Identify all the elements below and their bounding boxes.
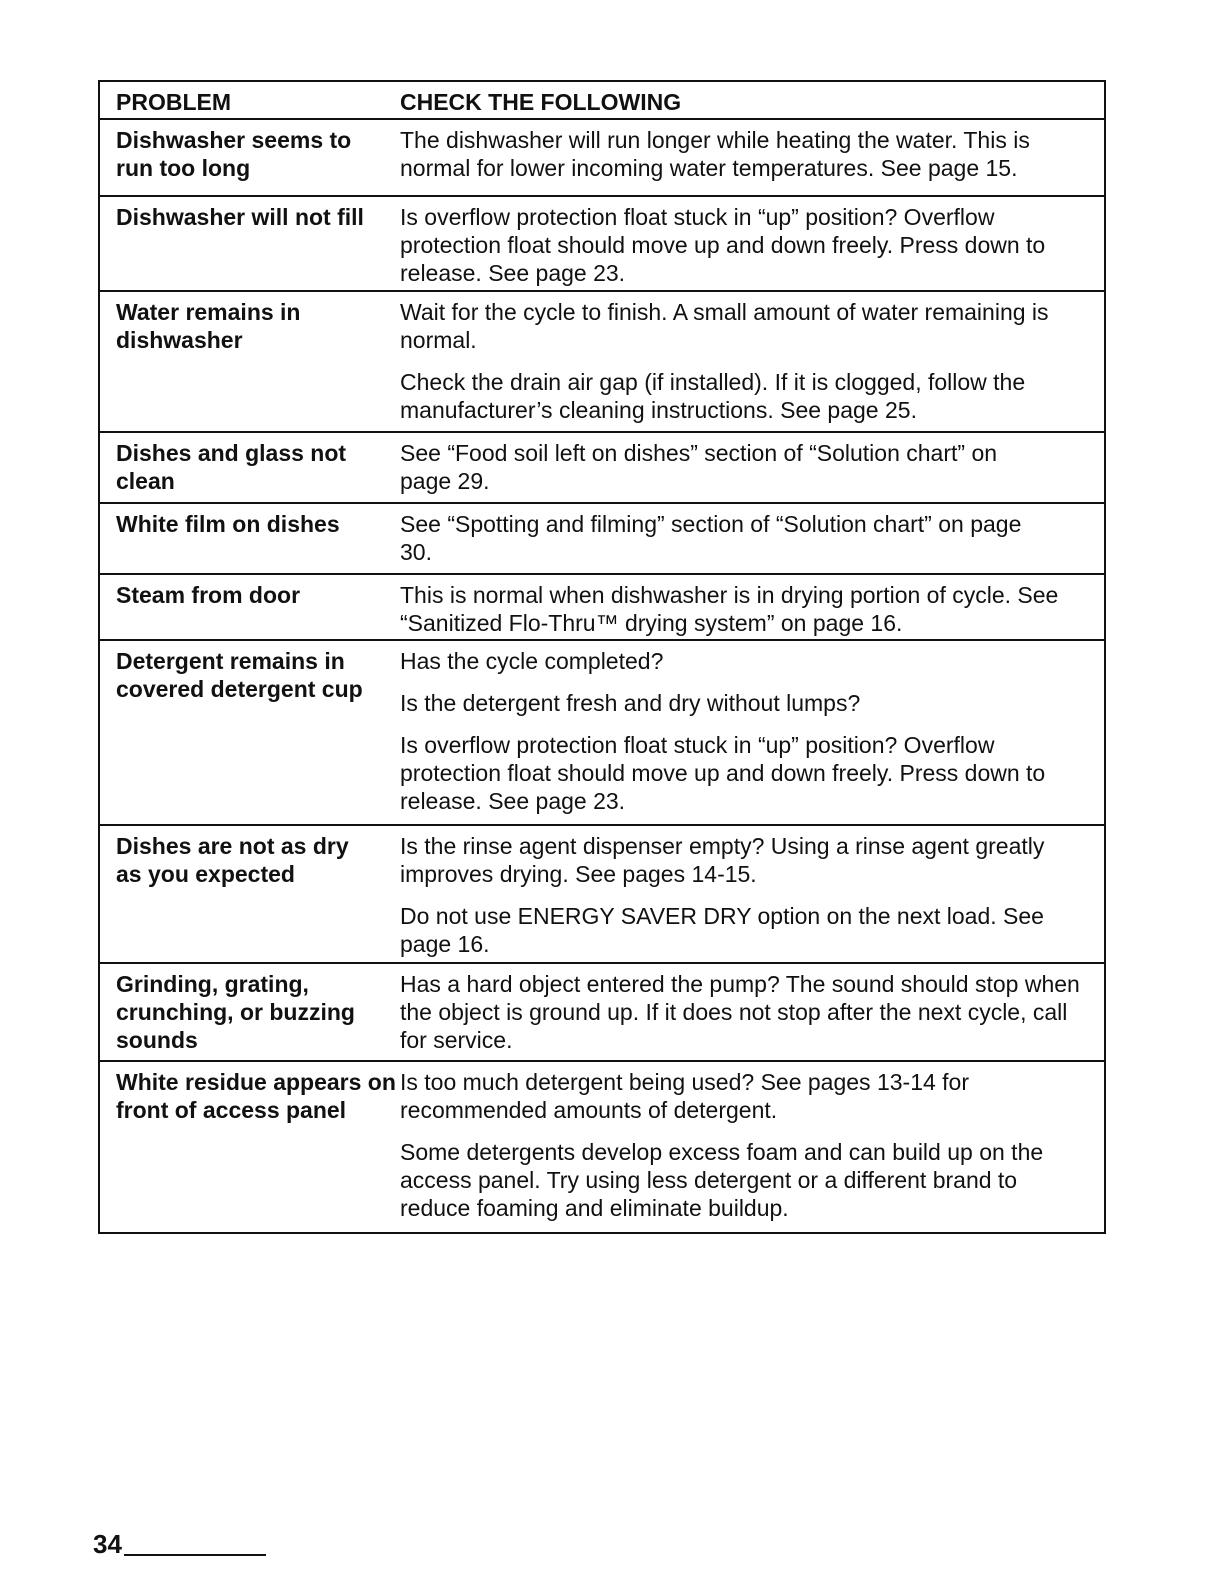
- problem-cell: Grinding, grating, crunching, or buzzing sounds: [116, 971, 355, 1053]
- check-paragraph: Check the drain air gap (if installed). If it is clogged, follow the manufacturer’s cleaning instructions. See page 25.: [400, 369, 1026, 423]
- table-row: [100, 826, 1104, 964]
- table-row: [100, 120, 1104, 197]
- table-row: [100, 197, 1104, 292]
- check-paragraph: Is overflow protection float stuck in “up” position? Overflow protection float should move up and down freely. Press down to release. See page 23.: [400, 732, 1046, 814]
- check-paragraph: Is overflow protection float stuck in “up” position? Overflow protection float should move up and down freely. Press down to release. See page 23.: [400, 204, 1046, 286]
- check-paragraph: The dishwasher will run longer while heating the water. This is normal for lower incoming water temperatures. See page 15.: [400, 127, 1030, 181]
- check-cell: [400, 504, 1104, 573]
- check-paragraph: This is normal when dishwasher is in drying portion of cycle. See “Sanitized Flo-Thru™ drying system” on page 16.: [400, 582, 1059, 636]
- table-row: [100, 575, 1104, 641]
- footer-rule: [124, 1554, 266, 1556]
- table-row: [100, 1062, 1104, 1232]
- problem-cell: White film on dishes: [116, 511, 340, 537]
- problem-column-header: PROBLEM: [116, 89, 231, 115]
- problem-cell: Steam from door: [116, 582, 301, 608]
- problem-cell: Water remains in dishwasher: [116, 299, 301, 353]
- page-footer: [93, 1530, 266, 1558]
- check-paragraph: Is the rinse agent dispenser empty? Using a rinse agent greatly improves drying. See pages 14-15.: [400, 833, 1045, 887]
- check-column-header: CHECK THE FOLLOWING: [400, 89, 682, 115]
- check-cell: [400, 1062, 1104, 1232]
- problem-cell: Dishes and glass not clean: [116, 440, 347, 494]
- problem-cell: Dishwasher will not fill: [116, 204, 364, 230]
- check-cell: [400, 964, 1104, 1060]
- table-row: [100, 641, 1104, 826]
- problem-cell: Dishes are not as dry as you expected: [116, 833, 349, 887]
- check-paragraph: Wait for the cycle to finish. A small amount of water remaining is normal.: [400, 299, 1049, 353]
- troubleshooting-table: [98, 80, 1106, 1234]
- check-paragraph: See “Food soil left on dishes” section of “Solution chart” on page 29.: [400, 440, 998, 494]
- check-cell: [400, 292, 1104, 431]
- check-cell: [400, 575, 1104, 639]
- check-paragraph: Do not use ENERGY SAVER DRY option on the next load. See page 16.: [400, 903, 1044, 957]
- check-cell: [400, 120, 1104, 195]
- check-paragraph: See “Spotting and filming” section of “Solution chart” on page 30.: [400, 511, 1022, 565]
- check-cell: [400, 826, 1104, 962]
- page-number: 34: [93, 1529, 122, 1559]
- table-row: [100, 433, 1104, 504]
- table-row: [100, 504, 1104, 575]
- check-paragraph: Is the detergent fresh and dry without lumps?: [400, 690, 861, 716]
- check-paragraph: Has the cycle completed?: [400, 648, 664, 674]
- table-row: [100, 964, 1104, 1062]
- check-paragraph: Is too much detergent being used? See pages 13-14 for recommended amounts of detergent.: [400, 1069, 970, 1123]
- check-paragraph: Some detergents develop excess foam and can build up on the access panel. Try using less detergent or a different brand to reduce foaming and eliminate buildup.: [400, 1139, 1044, 1221]
- table-row: [100, 292, 1104, 433]
- check-cell: [400, 433, 1104, 502]
- problem-cell: Dishwasher seems to run too long: [116, 127, 352, 181]
- problem-cell: White residue appears on front of access panel: [116, 1069, 396, 1123]
- table-header-row: [100, 82, 1104, 120]
- check-cell: [400, 641, 1104, 824]
- check-paragraph: Has a hard object entered the pump? The sound should stop when the object is ground up. If it does not stop after the next cycle, call for service.: [400, 971, 1080, 1053]
- problem-cell: Detergent remains in covered detergent cup: [116, 648, 363, 702]
- check-cell: [400, 197, 1104, 290]
